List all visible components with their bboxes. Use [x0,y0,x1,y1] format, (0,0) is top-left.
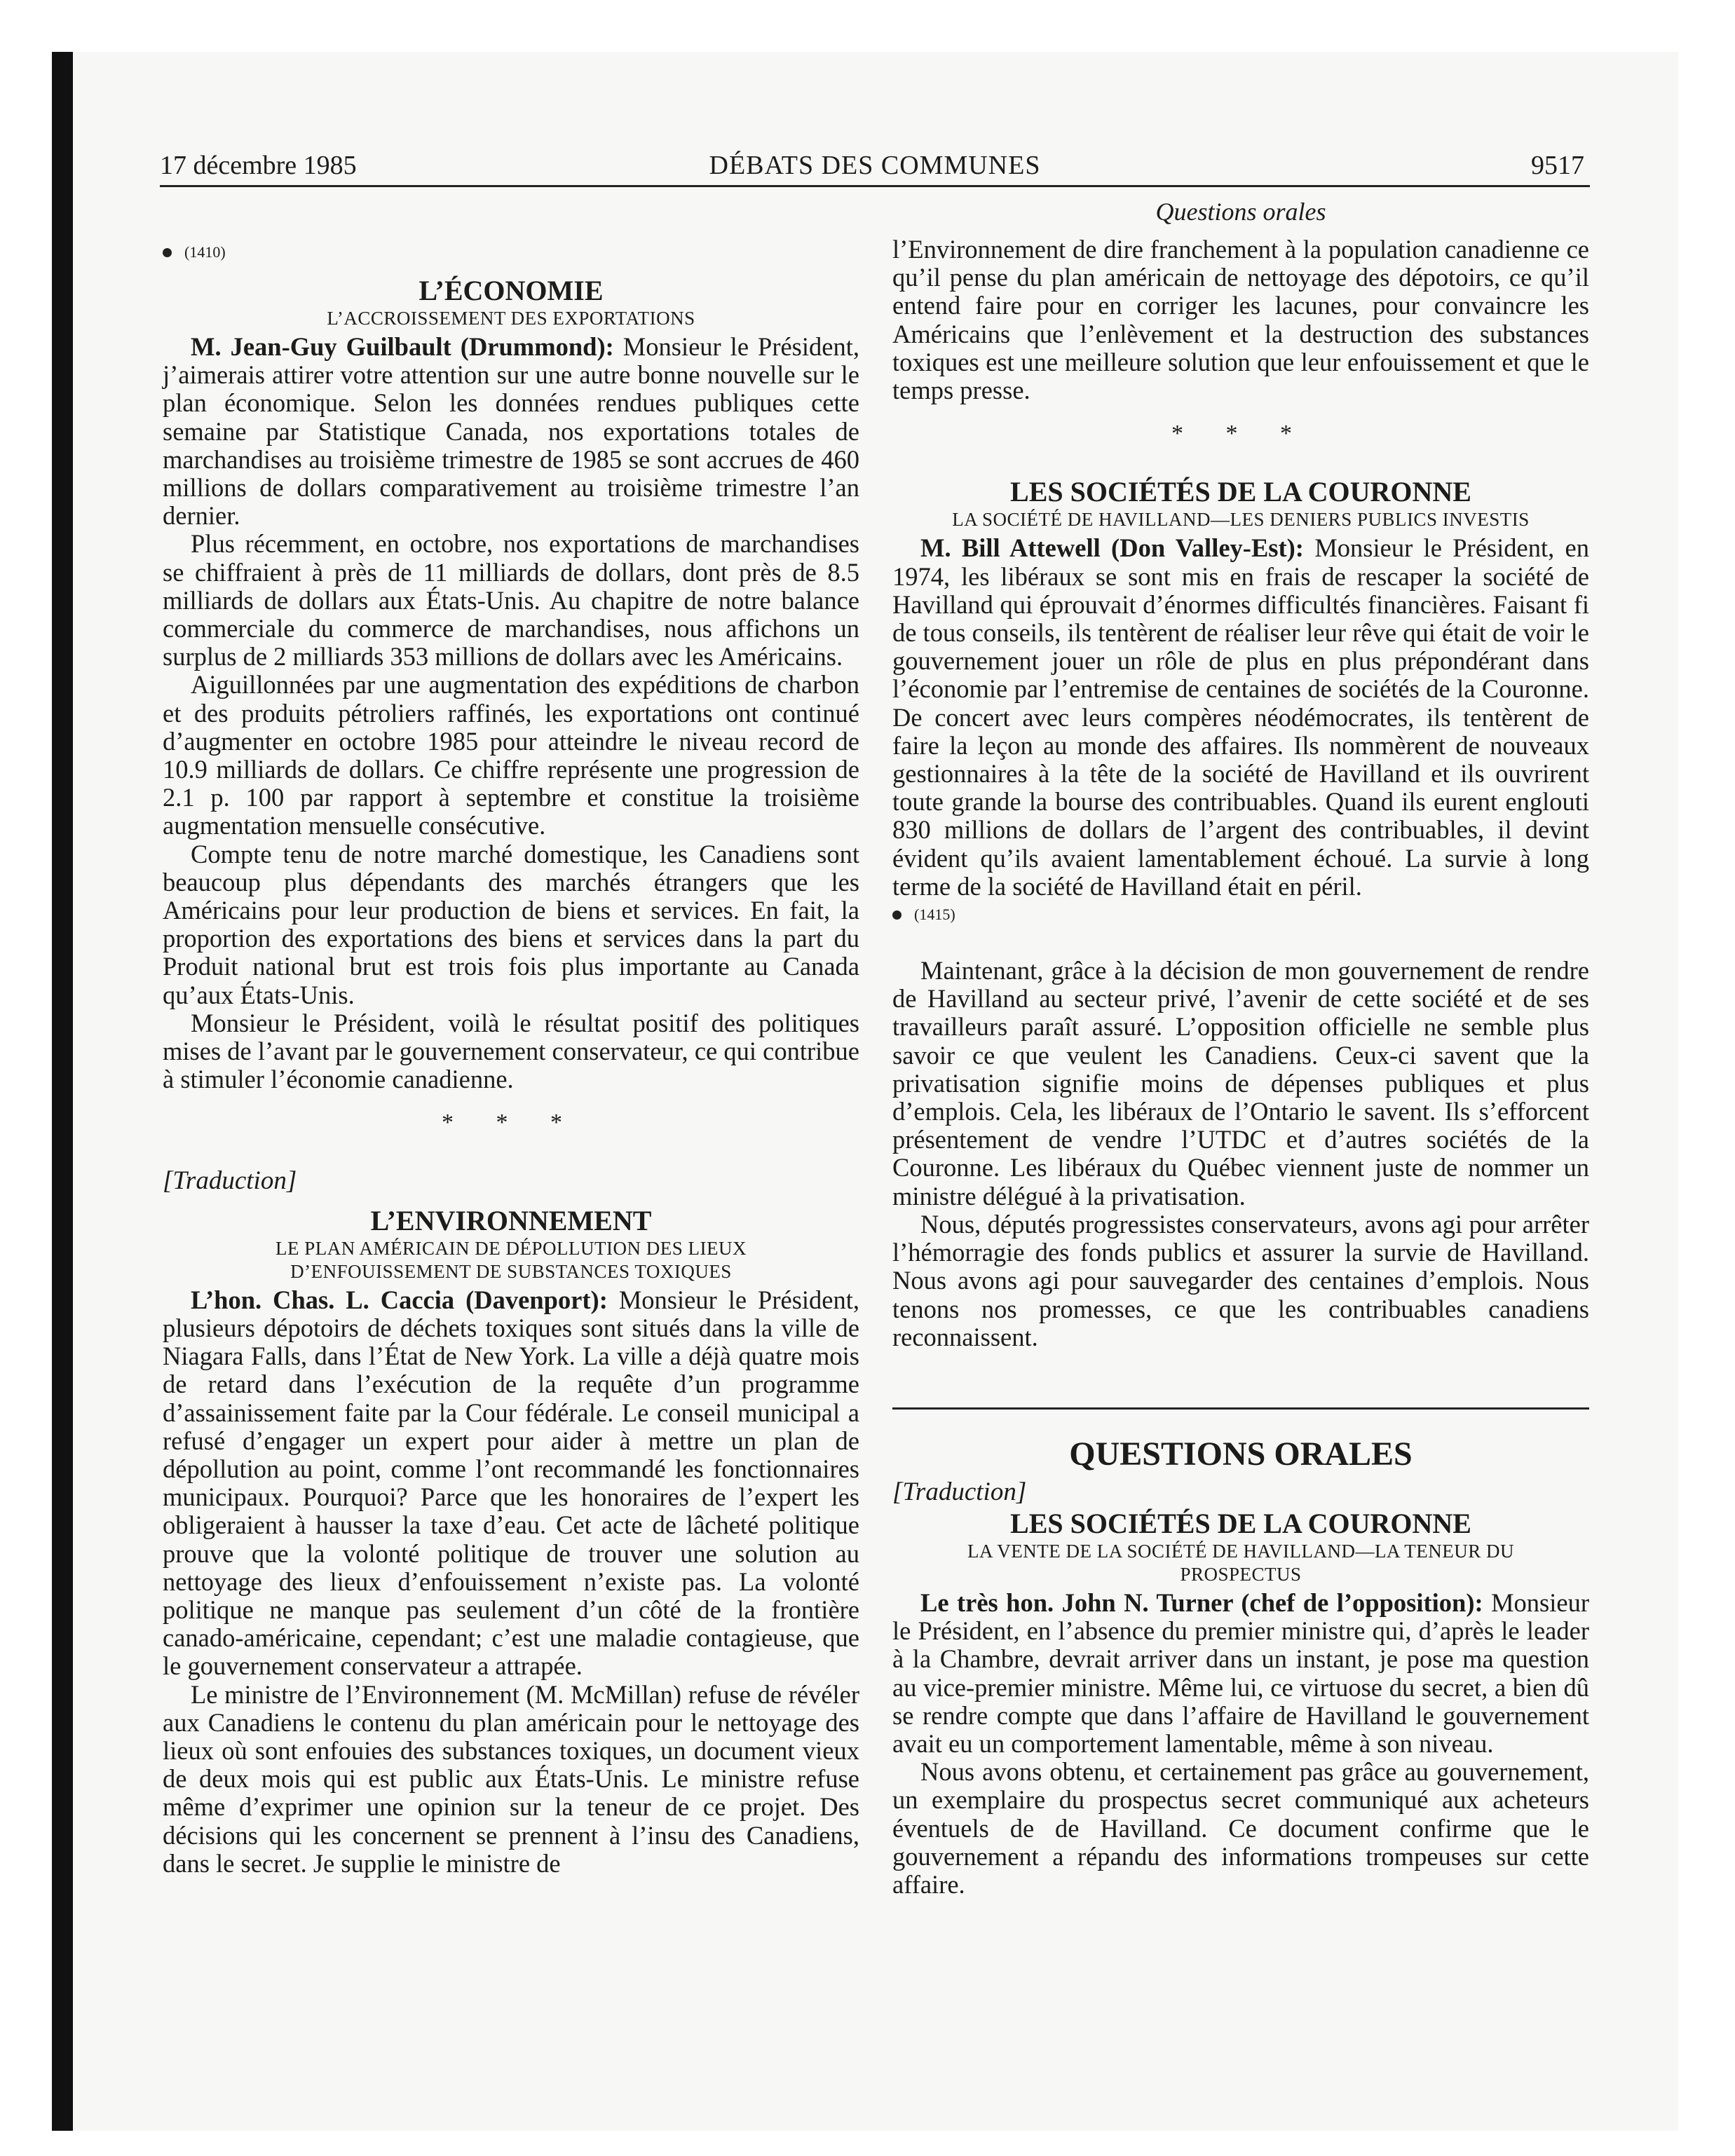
time-marker [892,901,1589,929]
paragraph: Nous, députés progressistes conservateurs, avons agi pour arrêter l’hémorragie des fonds publics et assurer la survie de Havilland. Nous avons agi pour sauvegarder des centaines d’emplois. Nous tenons nos promesses, ce que les contribuables canadiens reconnaissent. [892,1209,1589,1351]
section-separator-stars: * * * [442,1110,580,1136]
paragraph: Compte tenu de notre marché domestique, les Canadiens sont beaucoup plus dépendants des marchés étrangers que les Américains pour leur production de biens et services. En fait, la proportion des exportations des biens et services dans la part du Produit national brut est trois fois plus importante au Canada qu’aux États-Unis. [163,839,859,1009]
divider-rule [892,1407,1589,1410]
bullet-icon [163,248,172,257]
section-subtitle-depollution: LE PLAN AMÉRICAIN DE DÉPOLLUTION DES LIEUX D’ENFOUISSEMENT DE SUBSTANCES TOXIQUES [275,1237,747,1282]
paragraph: Monsieur le Président, voilà le résultat positif des politiques mises de l’avant par le gouvernement conservateur, ce qui contribue à stimuler l’économie canadienne. [163,1008,859,1094]
speaker-name: M. Jean-Guy Guilbault (Drummond): [191,332,614,361]
page-header [160,149,1590,187]
section-title-questions-orales: QUESTIONS ORALES [1069,1435,1413,1473]
section-subtitle-vente-havilland: LA VENTE DE LA SOCIÉTÉ DE HAVILLAND—LA TENEUR DU PROSPECTUS [967,1540,1514,1585]
paragraph: Maintenant, grâce à la décision de mon gouvernement de rendre de Havilland au secteur privé, l’avenir de cette société et de ses travailleurs paraît assuré. L’opposition officielle ne semble plus savoir ce que veulent les Canadiens. Ceux-ci savent que la privatisation signifie moins de dépenses publiques et plus d’emplois. Cela, les libéraux de l’Ontario le savent. Ils s’efforcent présentement de vendre l’UTDC et d’autres sociétés de la Couronne. Les libéraux du Québec viennent juste de nommer un ministre délégué à la privatisation. [892,956,1589,1210]
section-separator-stars: * * * [1171,421,1310,447]
time-marker-text: (1410) [184,243,226,261]
paragraph: Plus récemment, en octobre, nos exportations de marchandises se chiffraient à près de 11 milliards de dollars, dont près de 8.5 milliards de dollars aux États-Unis. Au chapitre de notre balance commerciale du commerce de marchandises, nous affichons un surplus de 2 milliards 353 millions de dollars avec les Américains. [163,529,859,671]
right-column [892,189,1589,1899]
speaker-name: M. Bill Attewell (Don Valley-Est): [920,533,1304,563]
left-column [163,189,859,1878]
running-head: Questions orales [1155,198,1326,226]
translation-note: [Traduction] [163,1166,297,1195]
speaker-name: Le très hon. John N. Turner (chef de l’opposition): [920,1588,1483,1617]
time-marker-text: (1415) [914,906,955,924]
paragraph: M. Jean-Guy Guilbault (Drummond): Monsieur le Président, j’aimerais attirer votre attention sur une autre bonne nouvelle sur le plan économique. Selon les données rendues publiques cette semaine par Statistique Canada, nos exportations totales de marchandises au troisième trimestre de 1985 se sont accrues de 460 millions de dollars comparativement au troisième trimestre l’an dernier. [163,332,859,531]
paragraph: Le très hon. John N. Turner (chef de l’opposition): Monsieur le Président, en l’absence du premier ministre qui, d’après le leader à la Chambre, devrait arriver dans un instant, je pose ma question au vice-premier ministre. Même lui, ce virtuose du secret, a bien dû se rendre compte que dans l’affaire de Havilland le gouvernement avait eu un comportement lamentable, même à son niveau. [892,1588,1589,1758]
paragraph: M. Bill Attewell (Don Valley-Est): Monsieur le Président, en 1974, les libéraux se sont mis en frais de rescaper la société de Havilland qui éprouvait d’énormes difficultés financières. Faisant fi de tous conseils, ils tentèrent de réaliser leur rêve qui était de voir le gouvernement jouer un rôle de plus en plus prépondérant dans l’économie par l’entremise de centaines de sociétés de la Couronne. De concert avec leurs compères néodémocrates, ils tentèrent de faire la leçon au monde des affaires. Ils nommèrent de nouveaux gestionnaires à la tête de la société de Havilland et ils ouvrirent toute grande la bourse des contribuables. Quand ils eurent englouti 830 millions de dollars de l’argent des contribuables, il devint évident qu’ils avaient lamentablement échoué. La survie à long terme de la société de Havilland était en péril. [892,533,1589,901]
paragraph: L’hon. Chas. L. Caccia (Davenport): Monsieur le Président, plusieurs dépotoirs de déchets toxiques sont situés dans la ville de Niagara Falls, dans l’État de New York. La ville a déjà quatre mois de retard dans l’exécution de la requête d’un programme d’assainissement faite par la Cour fédérale. Le conseil municipal a refusé d’engager un expert pour aider à mettre un plan de dépollution au point, comme l’ont recommandé les fonctionnaires municipaux. Pourquoi? Parce que les honoraires de l’expert les obligeraient à hausser la taxe d’eau. Cet acte de lâcheté politique prouve que la volonté politique de trouver une solution au nettoyage des lieux d’enfouissement n’existe pas. La volonté politique ne manque pas seulement d’un côté de la frontière canado-américaine, cependant; c’est une maladie contagieuse, que le gouvernement conservateur a attrapée. [163,1285,860,1681]
bullet-icon [892,910,901,920]
header-publication: DÉBATS DES COMMUNES [709,151,1041,180]
paragraph: Le ministre de l’Environnement (M. McMillan) refuse de révéler aux Canadiens le contenu du plan américain pour le nettoyage des lieux où sont enfouies des substances toxiques, un document vieux de deux mois qui est public aux États-Unis. Le ministre refuse même d’exprimer une opinion sur la teneur de ce projet. Des décisions qui les concernent se prennent à l’insu des Canadiens, dans le secret. Je supplie le ministre de [163,1679,859,1878]
section-title-societes-couronne-2: LES SOCIÉTÉS DE LA COURONNE [1010,1507,1471,1539]
section-subtitle-exportations: L’ACCROISSEMENT DES EXPORTATIONS [327,308,695,329]
paragraph: Aiguillonnées par une augmentation des expéditions de charbon et des produits pétroliers raffinés, les exportations ont continué d’augmenter en octobre 1985 pour atteindre le niveau record de 10.9 milliards de dollars. Ce chiffre représente une progression de 2.1 p. 100 par rapport à septembre et constitue la troisième augmentation mensuelle consécutive. [163,670,859,840]
scan-edge [52,52,73,2131]
section-subtitle-havilland-deniers: LA SOCIÉTÉ DE HAVILLAND—LES DENIERS PUBLICS INVESTIS [952,509,1530,531]
header-date: 17 décembre 1985 [160,151,357,180]
section-title-economie: L’ÉCONOMIE [419,275,604,306]
time-marker [163,238,859,266]
translation-note: [Traduction] [892,1477,1027,1506]
section-title-societes-couronne: LES SOCIÉTÉS DE LA COURONNE [1010,476,1471,508]
header-page-number: 9517 [1531,151,1584,180]
paragraph: Nous avons obtenu, et certainement pas grâce au gouvernement, un exemplaire du prospectus secret communiqué aux acheteurs éventuels de de Havilland. Ce document confirme que le gouvernement a répandu des informations trompeuses sur cette affaire. [892,1757,1589,1899]
section-title-environnement: L’ENVIRONNEMENT [370,1204,652,1236]
speaker-name: L’hon. Chas. L. Caccia (Davenport): [191,1285,608,1314]
paragraph: l’Environnement de dire franchement à la population canadienne ce qu’il pense du plan américain de nettoyage des dépotoirs, ce qu’il entend faire pour en corriger les lacunes, pour convaincre les Américains que l’enlèvement et la destruction des substances toxiques est une meilleure solution que leur enfouissement et que le temps presse. [892,235,1589,405]
